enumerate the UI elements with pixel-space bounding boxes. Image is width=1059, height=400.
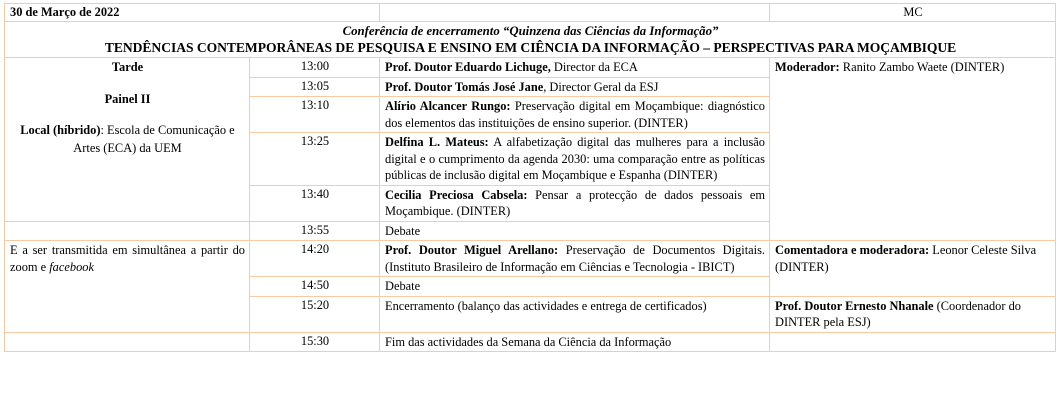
schedule-item-description: Fim das actividades da Semana da Ciência da Informação [385, 334, 672, 349]
schedule-item [380, 185, 770, 221]
commentator-label: Comentadora e moderadora: [775, 243, 930, 258]
conference-programme-table [4, 3, 1056, 352]
schedule-time: 14:20 [250, 241, 380, 277]
schedule-item-speaker: Cecilia Preciosa Cabsela: [385, 187, 528, 202]
moderator-cell-panel-2 [770, 58, 1056, 241]
table-row-title [5, 21, 1056, 58]
schedule-item-description: Director da ECA [550, 60, 638, 75]
schedule-time: 15:30 [250, 332, 380, 352]
venue-location [10, 122, 245, 157]
moderator-cell-coordinator [770, 296, 1056, 332]
schedule-time: 13:55 [250, 221, 380, 241]
mc-column-header: MC [770, 4, 1056, 22]
schedule-item-description: Preservação digital em Moçambique: diagnóstico dos elementos das instituições de ensino superior. (DINTER) [385, 99, 765, 130]
schedule-item [380, 332, 770, 352]
schedule-item-description: Debate [385, 279, 421, 294]
session-period-label: Tarde [111, 60, 144, 75]
conference-subtitle: Conferência de encerramento “Quinzena das Ciências da Informação” [342, 23, 719, 38]
schedule-item [380, 58, 770, 78]
coordinator-name: (Coordenador do DINTER pela ESJ) [775, 298, 1021, 330]
schedule-time: 13:05 [250, 77, 380, 97]
schedule-time: 13:00 [250, 58, 380, 78]
schedule-time: 14:50 [250, 277, 380, 297]
venue-location-label: Local (híbrido) [20, 123, 101, 138]
streaming-note-cell [5, 241, 250, 333]
venue-spacer-2 [10, 108, 245, 122]
schedule-time: 13:40 [250, 185, 380, 221]
header-blank-cell [380, 4, 770, 22]
schedule-item [380, 133, 770, 186]
moderator-label: Moderador: [775, 60, 840, 75]
schedule-item [380, 77, 770, 97]
schedule-item-speaker: Alírio Alcancer Rungo: [385, 99, 511, 114]
venue-location-text: : Escola de Comunicação e Artes (ECA) da UEM [73, 123, 235, 156]
commentator-name: Leonor Celeste Silva (DINTER) [775, 243, 1037, 274]
moderator-cell-commentator [770, 241, 1056, 297]
schedule-item-speaker: Delfina L. Mateus: [385, 135, 489, 150]
streaming-platform-name: facebook [49, 259, 94, 274]
conference-title-block [5, 21, 1056, 58]
moderator-name: Ranito Zambo Waete (DINTER) [839, 60, 1005, 75]
schedule-item-speaker: Prof. Doutor Tomás José Jane [385, 79, 544, 94]
left-column-empty-cell [5, 332, 250, 352]
schedule-item-description: Encerramento (balanço das actividades e entrega de certificados) [385, 298, 707, 313]
schedule-item [380, 97, 770, 133]
schedule-item-speaker: Prof. Doutor Miguel Arellano: [385, 243, 559, 258]
schedule-item [380, 221, 770, 241]
schedule-item-description: Pensar a protecção de dados pessoais em Moçambique. (DINTER) [385, 187, 765, 219]
streaming-note-text: E a ser transmitida em simultânea a partir do zoom e [10, 243, 245, 274]
schedule-time: 13:10 [250, 97, 380, 133]
schedule-item-speaker: Prof. Doutor Eduardo Lichuge, [385, 60, 551, 75]
schedule-item-description: A alfabetização digital das mulheres para a inclusão digital e o cumprimento da agenda 2030: uma comparação entre as políticas públicas de inclusão digital em Moçambique e Espanha (DINTER) [385, 135, 765, 183]
venue-continuation-cell [5, 221, 250, 241]
venue-spacer-1 [10, 77, 245, 91]
schedule-item-description: , Director Geral da ESJ [543, 79, 659, 94]
schedule-item [380, 277, 770, 297]
coordinator-label: Prof. Doutor Ernesto Nhanale [775, 298, 934, 313]
schedule-item [380, 241, 770, 277]
table-row-schedule [5, 58, 1056, 78]
schedule-item [380, 296, 770, 332]
moderator-empty-cell [770, 332, 1056, 352]
table-row-header [5, 4, 1056, 22]
session-venue-cell [5, 58, 250, 222]
schedule-time: 13:25 [250, 133, 380, 186]
table-row-schedule [5, 241, 1056, 277]
table-row-schedule [5, 332, 1056, 352]
event-date: 30 de Março de 2022 [5, 4, 380, 22]
panel-label: Painel II [104, 91, 151, 106]
schedule-item-description: Debate [385, 223, 421, 238]
schedule-time: 15:20 [250, 296, 380, 332]
schedule-item-description: Preservação de Documentos Digitais. (Instituto Brasileiro de Informação em Ciências e Tecnologia - IBICT) [385, 243, 766, 274]
conference-main-title: TENDÊNCIAS CONTEMPORÂNEAS DE PESQUISA E ENSINO EM CIÊNCIA DA INFORMAÇÃO – PERSPECTIVAS PARA MOÇAMBIQUE [104, 39, 957, 55]
